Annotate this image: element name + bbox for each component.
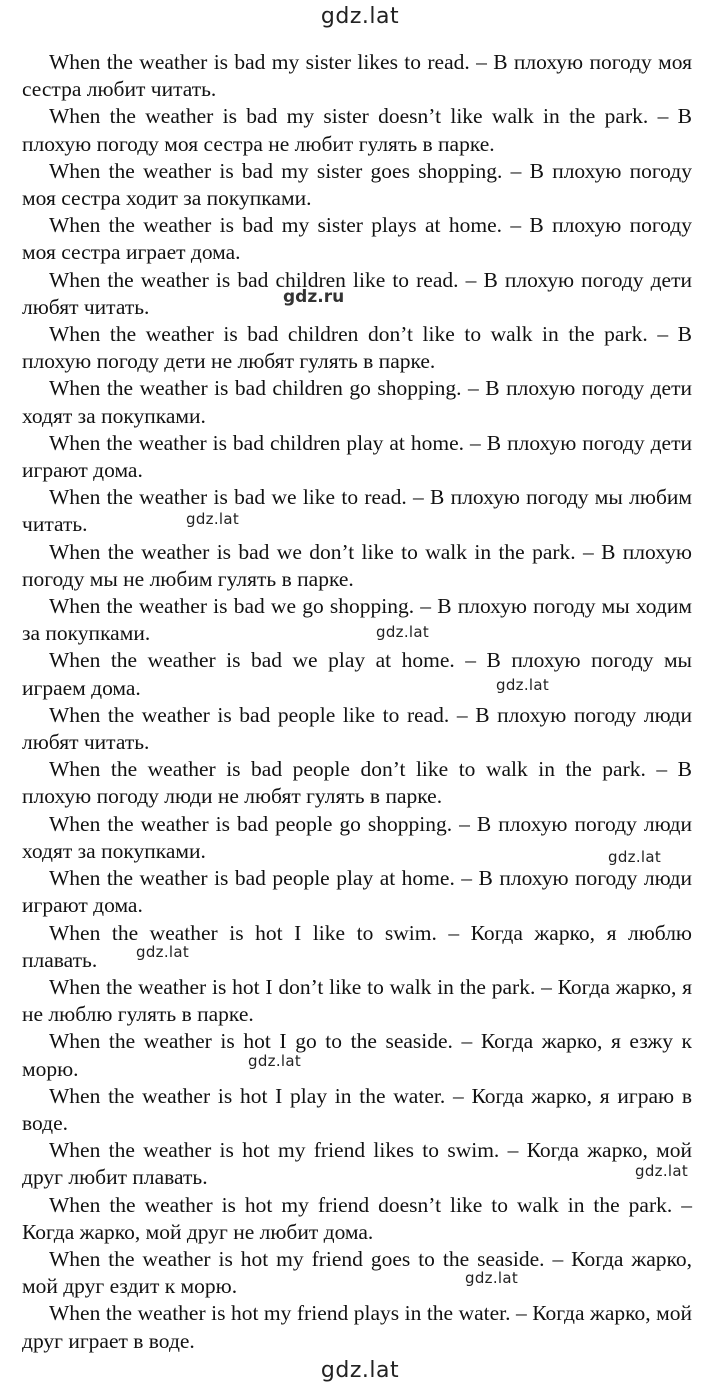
watermark-bottom: gdz.lat [320,1358,400,1383]
sentence-pair: When the weather is bad children play at home. – В плохую погоду дети играют дома. [22,430,692,483]
sentence-pair: When the weather is bad we like to read. – В плохую погоду мы любим читать. [22,485,692,537]
sentence-pair: When the weather is bad my sister goes shopping. – В плохую погоду моя сестра ходит за покупками. [22,158,692,211]
sentence-pair: When the weather is bad we go shopping. – В плохую погоду мы ходим за покупками. [22,594,692,646]
sentence-pair: When the weather is bad children go shopping. – В плохую погоду дети ходят за покупками. [22,376,692,428]
sentence-pair: When the weather is hot my friend doesn’t like to walk in the park. – Когда жарко, мой друг не любит дома. [22,1192,692,1244]
watermark-gdz-ru: gdz.ru [283,287,345,307]
sentence-pair: When the weather is bad my sister doesn’t like walk in the park. – В плохую погоду моя сестра не любит гулять в парке. [22,104,692,156]
sentence-pair: When the weather is hot I go to the seaside. – Когда жарко, я езжу к морю. [22,1029,692,1081]
watermark-top: gdz.lat [320,4,400,29]
sentence-pair: When the weather is hot I play in the water. – Когда жарко, я играю в воде. [22,1083,692,1135]
sentence-pair: When the weather is hot my friend plays in the water. – Когда жарко, мой друг играет в воде. [22,1301,692,1353]
watermark-inline: gdz.lat [376,623,430,641]
sentence-pair: When the weather is hot my friend likes to swim. – Когда жарко, мой друг любит плавать. [22,1138,692,1190]
watermark-inline: gdz.lat [186,510,240,528]
sentence-pair: When the weather is bad children like to read. – В плохую погоду дети любят читать. [22,267,692,319]
sentence-pair: When the weather is bad people like to read. – В плохую погоду люди любят читать. [22,702,692,755]
sentence-pair: When the weather is bad people go shopping. – В плохую погоду люди ходят за покупками. [22,811,692,863]
sentence-pair: When the weather is bad we play at home. – В плохую погоду мы играем дома. [22,648,692,700]
watermark-inline: gdz.lat [496,676,550,694]
watermark-inline: gdz.lat [608,848,662,866]
sentence-pair: When the weather is bad we don’t like to walk in the park. – В плохую погоду мы не любим гулять в парке. [22,539,692,591]
watermark-inline: gdz.lat [248,1052,302,1070]
sentence-pair: When the weather is hot my friend goes to the seaside. – Когда жарко, мой друг ездит к морю. [22,1246,692,1299]
sentence-pair: When the weather is bad my sister plays at home. – В плохую погоду моя сестра играет дома. [22,213,692,265]
sentence-pair: When the weather is bad children don’t like to walk in the park. – В плохую погоду дети не любят гулять в парке. [22,322,692,374]
exercise-text [22,49,692,1355]
watermark-inline: gdz.lat [465,1269,519,1287]
sentence-pair: When the weather is bad people don’t like to walk in the park. – В плохую погоду люди не любят гулять в парке. [22,757,692,809]
watermark-inline: gdz.lat [136,943,190,961]
sentence-pair: When the weather is bad my sister likes to read. – В плохую погоду моя сестра любит читать. [22,50,692,102]
watermark-inline: gdz.lat [635,1162,689,1180]
sentence-pair: When the weather is hot I like to swim. – Когда жарко, я люблю плавать. [22,920,692,972]
sentence-pair: When the weather is hot I don’t like to walk in the park. – Когда жарко, я не люблю гулять в парке. [22,974,692,1027]
sentence-pair: When the weather is bad people play at home. – В плохую погоду люди играют дома. [22,866,692,918]
